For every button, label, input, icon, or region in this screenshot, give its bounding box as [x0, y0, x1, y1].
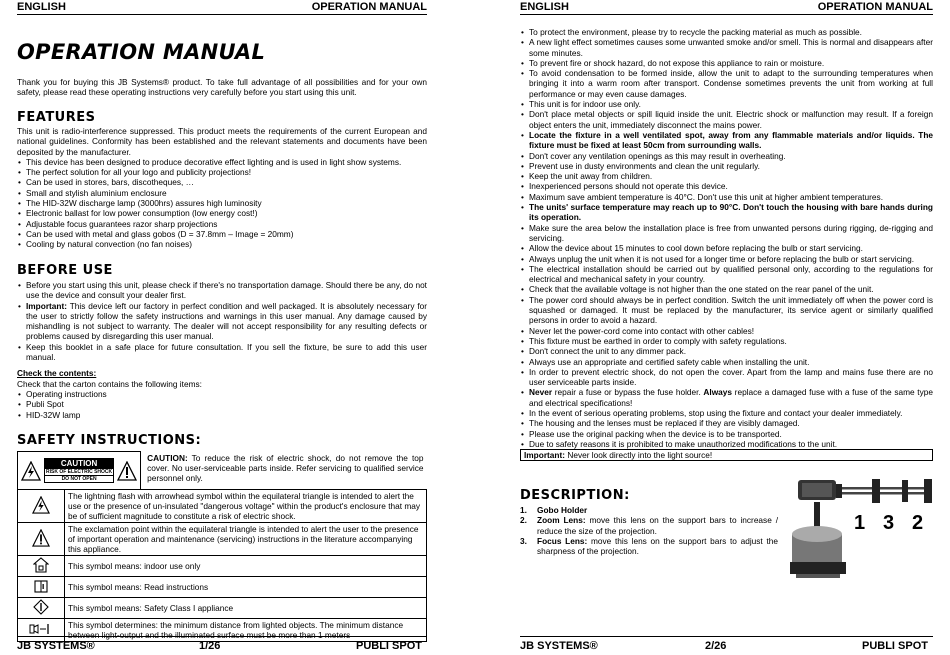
important-label: Important:	[524, 450, 566, 461]
caution-text: To reduce the risk of electric shock, do not remove the top cover. No user-serviceable parts inside. Refer servicing to qualified service personnel only.	[147, 452, 424, 483]
footer-brand: JB SYSTEMS®	[520, 640, 598, 652]
list-item: • This device has been designed to produce decorative effect lighting and is used in light show systems.	[17, 157, 427, 167]
item-text: replace a damaged fuse with a fuse of the same type and electrical specifications!	[529, 387, 933, 408]
list-item	[520, 243, 933, 253]
list-item: • Can be used in stores, bars, discotheques, …	[17, 177, 427, 187]
safety-instructions-list	[520, 27, 933, 449]
item-text: To avoid condensation to be formed inside, allow the unit to adapt to the surrounding temperatures when bringing it into a warm room after transport. Condense sometimes prevents the unit from working at full performance or may even cause damages.	[529, 68, 933, 99]
list-item: • The perfect solution for all your logo and publicity projections!	[17, 167, 427, 177]
list-item	[520, 336, 933, 346]
bold-text: Always	[703, 387, 733, 398]
contents-intro: Check that the carton contains the following items:	[17, 378, 202, 389]
list-item	[520, 326, 933, 336]
item-text: move this lens on the support bars to adjust the sharpness of the projection.	[537, 535, 778, 557]
item-text: In order to prevent electric shock, do not open the cover. Apart from the lamp and mains fuse there are no user serviceable parts inside.	[529, 366, 933, 388]
description-item	[520, 536, 778, 557]
caution-label-box	[44, 458, 114, 483]
list-item	[520, 58, 933, 68]
list-item	[520, 367, 933, 388]
item-text: Don't connect the unit to any dimmer pack.	[529, 346, 687, 357]
list-item	[520, 161, 933, 171]
list-item	[520, 357, 933, 367]
before-use-heading: BEFORE USE	[17, 263, 113, 278]
list-item	[520, 130, 933, 151]
item-text: This fixture must be earthed in order to comply with safety regulations.	[529, 335, 787, 346]
item-text: Don't place metal objects or spill liquid inside the unit. Electric shock or malfunction may result. If a foreign object enters the unit, immediately disconnect the mains power.	[529, 109, 933, 130]
list-item	[520, 223, 933, 244]
item-text: Always use an appropriate and certified safety cable when installing the unit.	[529, 356, 810, 367]
list-item	[520, 439, 933, 449]
item-text: Always unplug the unit when it is not used for a longer time or before replacing the bulb or start servicing.	[529, 253, 915, 264]
item-text: This unit is for indoor use only.	[529, 99, 641, 110]
list-item: • Can be used with metal and glass gobos (D = 37.8mm – Image = 20mm)	[17, 229, 427, 239]
symbol-cell	[18, 556, 65, 577]
caution-sub1: RISK OF ELECTRIC SHOCK	[46, 469, 113, 475]
product-diagram	[790, 478, 933, 618]
list-item	[520, 109, 933, 130]
item-text: The power cord should always be in perfect condition. Switch the unit immediately off when the power cord is squashed or damaged. It must be replaced by the manufacturer, its service agent or similarly qualified persons in order to avoid a hazard.	[529, 294, 933, 326]
symbol-description: This symbol means: Read instructions	[65, 577, 427, 598]
list-item	[520, 346, 933, 356]
contents-heading: Check the contents:	[17, 368, 97, 379]
list-item	[520, 408, 933, 418]
list-item	[520, 254, 933, 264]
list-item: • Keep this booklet in a safe place for future consultation. If you sell the fixture, be sure to add this user manual.	[17, 342, 427, 363]
item-label: Gobo Holder	[537, 505, 588, 515]
caution-symbol-cell	[18, 452, 141, 490]
important-text: Never look directly into the light source!	[565, 450, 713, 461]
description-item	[520, 505, 778, 515]
list-item	[520, 387, 933, 408]
list-item	[520, 202, 933, 223]
list-item	[520, 37, 933, 58]
caution-label: CAUTION:	[147, 452, 188, 463]
exclamation-triangle-icon	[32, 529, 50, 547]
symbol-description: This symbol means: indoor use only	[65, 556, 427, 577]
publi-spot-illustration	[790, 478, 933, 618]
page-footer	[17, 636, 427, 653]
important-text: This device left our factory in perfect condition and well packaged. It is absolutely necessary for the user to strictly follow the safety instructions and warnings in this user manual. Any damage caused by mishandling is not subject to warranty. The dealer will not accept responsibility for any resulting defects or problems caused by disregarding this user manual.	[26, 300, 427, 342]
description-item	[520, 515, 778, 536]
list-item	[520, 264, 933, 285]
item-text: Make sure the area below the installation place is free from unwanted persons during rigging, de-rigging and servicing.	[529, 222, 933, 243]
item-text: The electrical installation should be carried out by qualified personal only, according to the regulations for electrical and mechanical safety in your country.	[529, 263, 933, 285]
features-section	[17, 126, 427, 250]
safety-list-continued	[520, 27, 933, 461]
list-item	[520, 68, 933, 99]
list-item: • Small and stylish aluminium enclosure	[17, 188, 427, 198]
item-text: Maximum save ambient temperature is 40°C. Don't use this unit at higher ambient temperatures.	[529, 191, 883, 202]
list-item	[520, 151, 933, 161]
list-item	[520, 171, 933, 181]
header-title: OPERATION MANUAL	[817, 1, 933, 13]
features-heading: FEATURES	[17, 110, 96, 125]
item-number: 2.	[520, 515, 527, 526]
item-text: Check that the available voltage is not higher than the one stated on the rear panel of the unit.	[529, 284, 874, 295]
safety-heading: SAFETY INSTRUCTIONS:	[17, 433, 202, 448]
features-intro: This unit is radio-interference suppressed. This product meets the requirements of the current European and national guidelines. Conformity has been established and the relevant statements and documents have been deposited by the manufacturer.	[17, 126, 427, 157]
description-list	[520, 505, 778, 556]
item-text: Inexperienced persons should not operate this device.	[529, 181, 728, 192]
safety-symbols-table	[17, 451, 427, 642]
list-item: • The HID-32W discharge lamp (3000hrs) assures high luminosity	[17, 198, 427, 208]
item-text: The housing and the lenses must be replaced if they are visibly damaged.	[529, 418, 800, 429]
lightning-triangle-icon	[21, 461, 41, 481]
footer-page-number: 1/26	[199, 640, 221, 652]
header-language: ENGLISH	[520, 1, 569, 13]
symbol-description: This symbol means: Safety Class I appliance	[65, 598, 427, 619]
list-item: • Publi Spot	[17, 399, 427, 409]
item-text: Keep the unit away from children.	[529, 171, 653, 182]
item-label: Zoom Lens:	[537, 515, 586, 526]
caution-text-cell	[141, 452, 427, 490]
bold-text: The units' surface temperature may reach up to 90°C. Don't touch the housing with bare hands during its operation.	[529, 202, 933, 223]
bold-text: Never	[529, 387, 553, 398]
caution-sub2: DO NOT OPEN	[45, 475, 113, 482]
left-page	[17, 0, 427, 654]
minimum-distance-icon	[29, 622, 53, 636]
callout-number: 2	[912, 512, 924, 534]
symbol-description: This symbol determines: the minimum distance from lighted objects. The minimum distance between light-output and the illuminated surface must be more than 1 meters	[65, 619, 427, 642]
symbol-cell	[18, 598, 65, 619]
item-text: repair a fuse or bypass the fuse holder.	[552, 387, 704, 398]
item-text: Due to safety reasons it is prohibited to make unauthorized modifications to the unit.	[529, 438, 838, 449]
list-item: • Before you start using this unit, please check if there's no transportation damage. Should there be any, do not use the device and consult your dealer first.	[17, 280, 427, 301]
footer-product: PUBLI SPOT	[355, 640, 422, 652]
list-item	[520, 192, 933, 202]
safety-class-icon	[33, 599, 49, 615]
item-text: Never let the power-cord come into contact with other cables!	[529, 325, 755, 336]
indoor-house-icon	[33, 557, 49, 573]
item-text: A new light effect sometimes causes some unwanted smoke and/or smell. This is normal and disappears after some minutes.	[529, 37, 933, 58]
symbol-cell	[18, 490, 65, 523]
features-list	[17, 157, 427, 250]
caution-title: CAUTION	[45, 459, 113, 469]
item-text: To protect the environment, please try to recycle the packing material as much as possible.	[529, 27, 862, 37]
header-language: ENGLISH	[17, 1, 66, 13]
symbol-cell	[18, 577, 65, 598]
lightning-triangle-icon	[32, 496, 50, 514]
item-text: move this lens on the support bars to increase / reduce the size of the projection.	[537, 515, 778, 536]
list-item: • Adjustable focus guarantees razor sharp projections	[17, 219, 427, 229]
read-instructions-icon	[33, 578, 49, 594]
list-item	[520, 181, 933, 191]
list-item	[520, 284, 933, 294]
symbol-description: The exclamation point within the equilateral triangle is intended to alert the user to the presence of important operation and maintenance (servicing) instructions in the literature accompanying this appliance.	[65, 523, 427, 556]
list-item: • Cooling by natural convection (no fan noises)	[17, 239, 427, 249]
bold-text: Locate the fixture in a well ventilated spot, away from any flammable materials and/or liquids. The fixture must be fixed at least 50cm from surrounding walls.	[529, 129, 933, 151]
page-footer	[520, 636, 933, 653]
important-label: Important:	[26, 300, 68, 311]
footer-page-number: 2/26	[705, 640, 727, 652]
list-item	[17, 301, 427, 342]
list-item: • Operating instructions	[17, 389, 427, 399]
list-item	[520, 27, 933, 37]
list-item	[520, 418, 933, 428]
description-heading: DESCRIPTION:	[520, 488, 630, 503]
item-text: To prevent fire or shock hazard, do not expose this appliance to rain or moisture.	[529, 57, 825, 68]
page-header	[520, 0, 933, 15]
footer-brand: JB SYSTEMS®	[17, 640, 95, 652]
contents-list	[17, 389, 427, 420]
right-page	[520, 0, 933, 654]
list-item: • HID-32W lamp	[17, 410, 427, 420]
page-header	[17, 0, 427, 15]
list-item	[520, 99, 933, 109]
main-title: OPERATION MANUAL	[17, 40, 266, 64]
item-number: 1.	[520, 505, 527, 515]
important-notice	[520, 449, 933, 461]
callout-number: 3	[883, 512, 895, 534]
description-section	[520, 505, 778, 556]
symbol-cell	[18, 523, 65, 556]
list-item	[520, 295, 933, 326]
symbol-description: The lightning flash with arrowhead symbol within the equilateral triangle is intended to alert the use or the presence of un-insulated "dangerous voltage" within the product's enclosure that may be of sufficient magnitude to constitute a risk of electric shock.	[65, 490, 427, 523]
item-text: Don't cover any ventilation openings as this may result in overheating.	[529, 150, 786, 161]
item-text: In the event of serious operating problems, stop using the fixture and contact your dealer immediately.	[529, 407, 903, 418]
list-item	[520, 429, 933, 439]
exclamation-triangle-icon	[117, 461, 137, 481]
item-text: Please use the original packing when the device is to be transported.	[529, 428, 782, 439]
callout-number: 1	[854, 512, 866, 534]
before-use-section	[17, 280, 427, 420]
item-number: 3.	[520, 535, 527, 546]
footer-product: PUBLI SPOT	[861, 640, 928, 652]
list-item: • Electronic ballast for low power consumption (low energy cost!)	[17, 208, 427, 218]
item-text: Prevent use in dusty environments and clean the unit regularly.	[529, 160, 760, 171]
header-title: OPERATION MANUAL	[311, 1, 427, 13]
intro-paragraph: Thank you for buying this JB Systems® product. To take full advantage of all possibilities and for your own safety, please read these operating instructions very carefully before you start using this unit.	[17, 77, 427, 98]
item-text: Allow the device about 15 minutes to cool down before replacing the bulb or start servicing.	[529, 243, 863, 254]
item-label: Focus Lens:	[537, 535, 588, 546]
